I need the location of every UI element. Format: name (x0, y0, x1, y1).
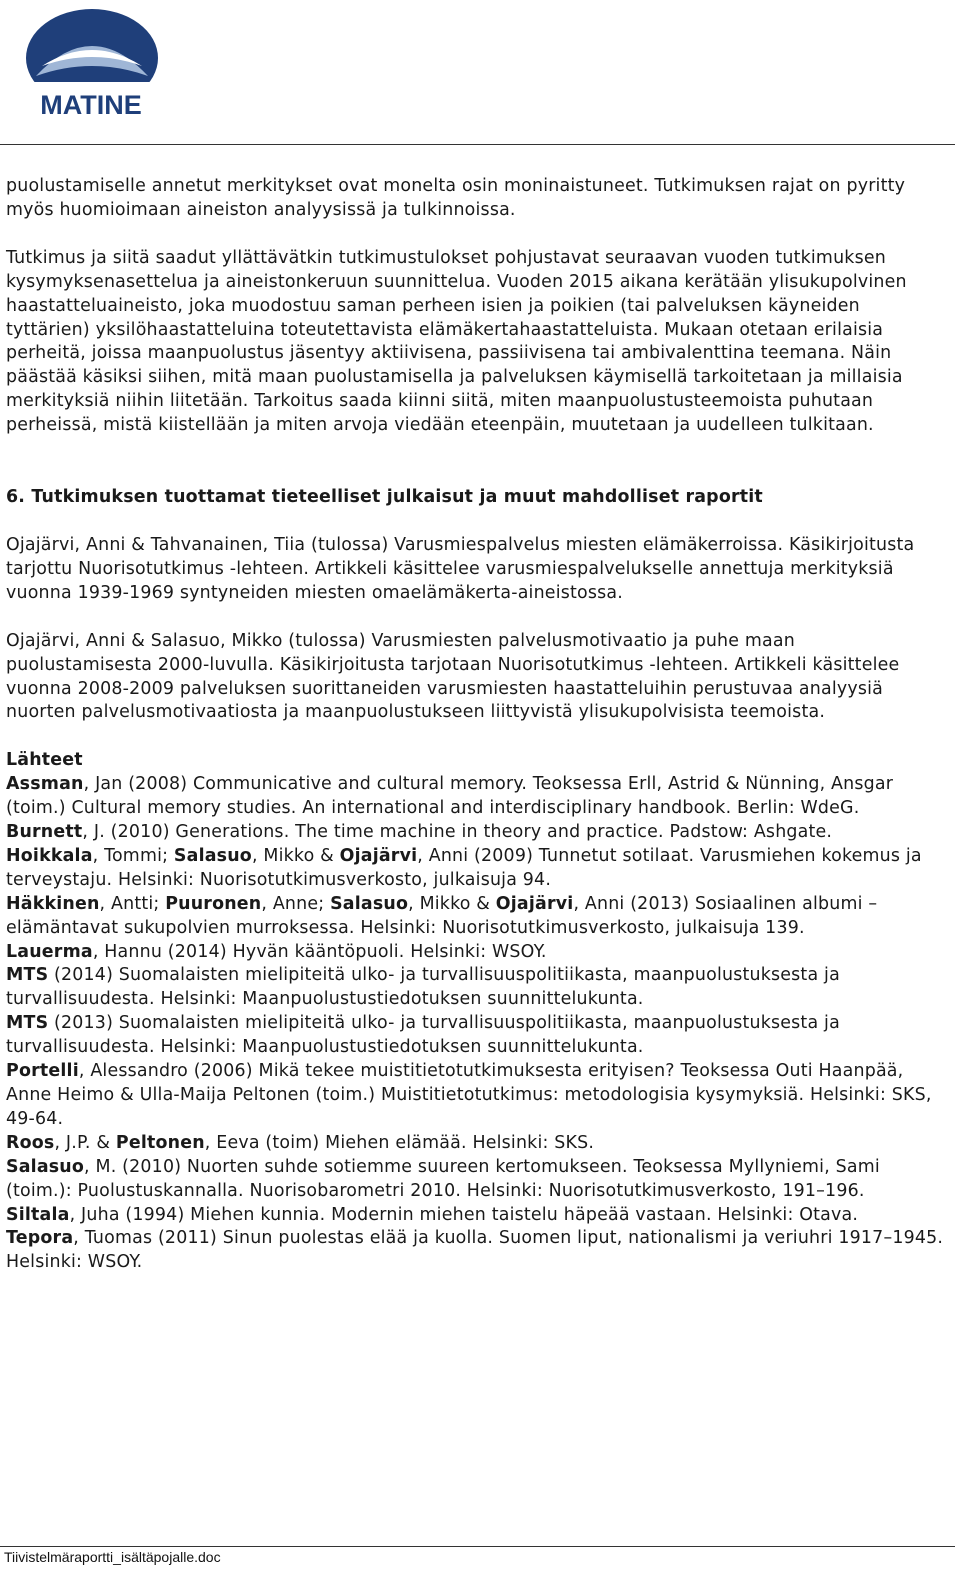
reference-item: Häkkinen, Antti; Puuronen, Anne; Salasuo, Mikko & Ojajärvi, Anni (2013) Sosiaalinen albumi – elämäntavat sukupolvien murroksessa. Helsinki: Nuorisotutkimusverkosto, julkaisuja 139. (6, 893, 878, 938)
logo-text: MATINE (40, 90, 142, 120)
reference-item: Roos, J.P. & Peltonen, Eeva (toim) Miehen elämää. Helsinki: SKS. (6, 1132, 595, 1153)
publication-2: Ojajärvi, Anni & Salasuo, Mikko (tulossa) Varusmiesten palvelusmotivaatio ja puhe maan puolustamisesta 2000-luvulla. Käsikirjoitusta tarjotaan Nuorisotutkimus -lehteen. Artikkeli käsittelee vuonna 2008-2009 palveluksen suorittaneiden varusmiesten haastatteluihin perustuvaa analyysiä nuorten palvelusmotivaatiosta ja maanpuolustukseen liittyvistä ylisukupolvisista teemoista. (6, 630, 900, 723)
footer-filename: Tiivistelmäraportti_isältäpojalle.doc (4, 1549, 221, 1565)
reference-item: Portelli, Alessandro (2006) Mikä tekee muistitietotutkimuksesta erityisen? Teoksessa Outi Haanpää, Anne Heimo & Ulla-Maija Peltonen (toim.) Muistitietotutkimus: metodologisia kysymyksiä. Helsinki: SKS, 49-64. (6, 1061, 932, 1129)
reference-item: Lauerma, Hannu (2014) Hyvän kääntöpuoli. Helsinki: WSOY. (6, 941, 547, 962)
reference-item: Hoikkala, Tommi; Salasuo, Mikko & Ojajärvi, Anni (2009) Tunnetut sotilaat. Varusmiehen kokemus ja terveystaju. Helsinki: Nuorisotutkimusverkosto, julkaisuja 94. (6, 845, 922, 890)
header-divider (0, 144, 955, 145)
reference-item: Salasuo, M. (2010) Nuorten suhde sotiemme suureen kertomukseen. Teoksessa Myllyniemi, Sami (toim.): Puolustuskannalla. Nuorisobarometri 2010. Helsinki: Nuorisotutkimusverkosto, 191–196. (6, 1156, 880, 1201)
reference-item: Burnett, J. (2010) Generations. The time machine in theory and practice. Padstow: Ashgate. (6, 822, 833, 843)
section-heading: 6. Tutkimuksen tuottamat tieteelliset julkaisut ja muut mahdolliset raportit (6, 487, 763, 508)
reference-item: MTS (2014) Suomalaisten mielipiteitä ulko- ja turvallisuuspolitiikasta, maanpuolustuksesta ja turvallisuudesta. Helsinki: Maanpuolustustiedotuksen suunnittelukunta. (6, 965, 840, 1010)
reference-item: Siltala, Juha (1994) Miehen kunnia. Modernin miehen taistelu häpeää vastaan. Helsinki: Otava. (6, 1204, 859, 1225)
footer-divider (0, 1546, 955, 1547)
reference-item: Assman, Jan (2008) Communicative and cultural memory. Teoksessa Erll, Astrid & Nünning, Ansgar (toim.) Cultural memory studies. An international and interdisciplinary handbook. Berlin: WdeG. (6, 774, 894, 819)
paragraph-2: Tutkimus ja siitä saadut yllättävätkin tutkimustulokset pohjustavat seuraavan vuoden tutkimuksen kysymyksenasettelua ja aineistonkeruun suunnittelua. Vuoden 2015 aikana kerätään ylisukupolvinen haastatteluaineisto, joka muodostuu saman perheen isien ja poikien (tai palveluksen käyneiden tyttärien) yksilöhaastatteluina toteutettavista elämäkertahaastatteluista. Mukaan otetaan erilaisia perheitä, joissa maanpuolustus jäsentyy aktiivisena, passiivisena tai ambivalenttina teemana. Näin päästää käsiksi siihen, mitä maan puolustamisella ja palveluksen käymisellä tarkoitetaan ja millaisia merkityksiä niihin liitetään. Tarkoitus saada kiinni siitä, miten maanpuolustusteemoista puhutaan perheissä, mistä kiistellään ja miten arvoja viedään eteenpäin, muutetaan ja uudelleen tulkitaan. (6, 247, 907, 436)
paragraph-1: puolustamiselle annetut merkitykset ovat monelta osin moninaistuneet. Tutkimuksen rajat on pyritty myös huomioimaan aineiston analyysissä ja tulkinnoissa. (6, 176, 906, 220)
document-body (6, 175, 946, 1275)
reference-item: MTS (2013) Suomalaisten mielipiteitä ulko- ja turvallisuuspolitiikasta, maanpuolustuksesta ja turvallisuudesta. Helsinki: Maanpuolustustiedotuksen suunnittelukunta. (6, 1013, 840, 1058)
reference-item: Tepora, Tuomas (2011) Sinun puolestas elää ja kuolla. Suomen liput, nationalismi ja veriuhri 1917–1945. Helsinki: WSOY. (6, 1228, 944, 1273)
publication-1: Ojajärvi, Anni & Tahvanainen, Tiia (tulossa) Varusmiespalvelus miesten elämäkerroissa. Käsikirjoitusta tarjottu Nuorisotutkimus -lehteen. Artikkeli käsittelee varusmiespalvelukselle annettuja merkityksiä vuonna 1939-1969 syntyneiden miesten omaelämäkerta-aineistossa. (6, 534, 915, 603)
references-title: Lähteet (6, 750, 83, 771)
